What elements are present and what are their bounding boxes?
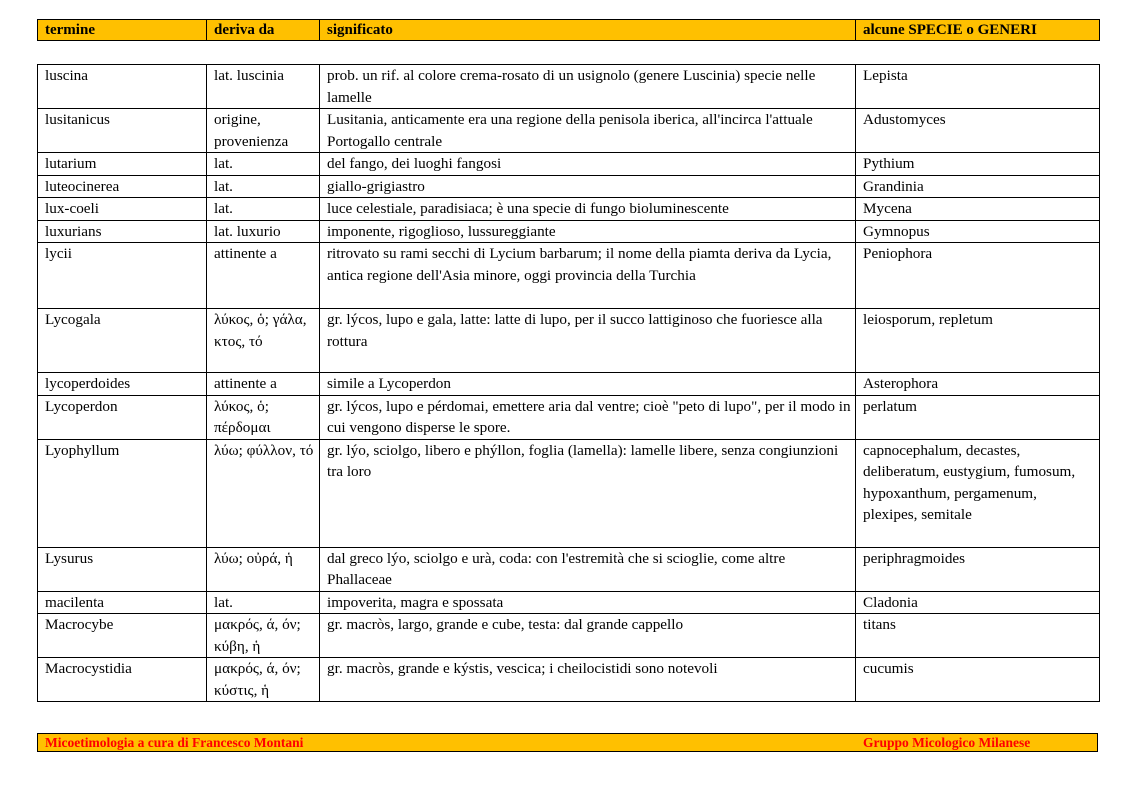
cell-specie: perlatum [856, 395, 1100, 439]
table-row [38, 439, 1100, 547]
cell-termine: Lycogala [38, 309, 207, 373]
cell-significato: dal greco lýo, sciolgo e urà, coda: con l'estremità che si scioglie, come altre Phallaceae [320, 547, 856, 591]
cell-significato: gr. macròs, grande e kýstis, vescica; i cheilocistidi sono notevoli [320, 658, 856, 702]
table-row [38, 243, 1100, 309]
cell-significato: del fango, dei luoghi fangosi [320, 153, 856, 176]
cell-significato: gr. lýcos, lupo e pérdomai, emettere aria dal ventre; cioè "peto di lupo", per il modo in cui vengono disperse le spore. [320, 395, 856, 439]
cell-specie: titans [856, 614, 1100, 658]
cell-termine: Macrocybe [38, 614, 207, 658]
cell-termine: Lycoperdon [38, 395, 207, 439]
header-row [38, 20, 1100, 41]
table-row [38, 220, 1100, 243]
cell-deriva-da: lat. [207, 591, 320, 614]
etymology-table [37, 64, 1100, 702]
cell-termine: macilenta [38, 591, 207, 614]
cell-termine: luteocinerea [38, 175, 207, 198]
cell-termine: lutarium [38, 153, 207, 176]
cell-significato: simile a Lycoperdon [320, 373, 856, 396]
header-termine: termine [38, 20, 207, 41]
cell-specie: periphragmoides [856, 547, 1100, 591]
cell-deriva-da: lat. [207, 198, 320, 221]
cell-specie: Lepista [856, 65, 1100, 109]
cell-termine: lux-coeli [38, 198, 207, 221]
cell-deriva-da: lat. luscinia [207, 65, 320, 109]
table-row [38, 198, 1100, 221]
cell-significato: gr. lýcos, lupo e gala, latte: latte di lupo, per il succo lattiginoso che fuoriesce alla rottura [320, 309, 856, 373]
cell-deriva-da: lat. luxurio [207, 220, 320, 243]
cell-deriva-da: μακρός, ά, όν; κύβη, ἡ [207, 614, 320, 658]
cell-specie: Peniophora [856, 243, 1100, 309]
cell-significato: giallo-grigiastro [320, 175, 856, 198]
table-row [38, 395, 1100, 439]
cell-termine: lycoperdoides [38, 373, 207, 396]
header-deriva-da: deriva da [207, 20, 320, 41]
cell-specie: Pythium [856, 153, 1100, 176]
cell-termine: lusitanicus [38, 109, 207, 153]
cell-significato: impoverita, magra e spossata [320, 591, 856, 614]
table-row [38, 373, 1100, 396]
cell-deriva-da: lat. [207, 175, 320, 198]
header-bar [37, 19, 1100, 41]
cell-specie: cucumis [856, 658, 1100, 702]
table-row [38, 65, 1100, 109]
table-row [38, 109, 1100, 153]
cell-termine: luscina [38, 65, 207, 109]
table-row [38, 547, 1100, 591]
cell-deriva-da: lat. [207, 153, 320, 176]
cell-specie: leiosporum, repletum [856, 309, 1100, 373]
cell-significato: prob. un rif. al colore crema-rosato di un usignolo (genere Luscinia) specie nelle lamelle [320, 65, 856, 109]
table-row [38, 175, 1100, 198]
cell-significato: luce celestiale, paradisiaca; è una specie di fungo bioluminescente [320, 198, 856, 221]
cell-significato: gr. lýo, sciolgo, libero e phýllon, foglia (lamella): lamelle libere, senza congiunzioni tra loro [320, 439, 856, 547]
cell-deriva-da: μακρός, ά, όν; κύστις, ἡ [207, 658, 320, 702]
cell-deriva-da: origine, provenienza [207, 109, 320, 153]
cell-termine: luxurians [38, 220, 207, 243]
cell-specie: capnocephalum, decastes, deliberatum, eustygium, fumosum, hypoxanthum, pergamenum, plexipes, semitale [856, 439, 1100, 547]
cell-specie: Cladonia [856, 591, 1100, 614]
cell-significato: gr. macròs, largo, grande e cube, testa: dal grande cappello [320, 614, 856, 658]
table-row [38, 658, 1100, 702]
cell-specie: Asterophora [856, 373, 1100, 396]
footer-author: Micoetimologia a cura di Francesco Montani [45, 735, 304, 750]
cell-termine: Lyophyllum [38, 439, 207, 547]
cell-specie: Adustomyces [856, 109, 1100, 153]
cell-significato: imponente, rigoglioso, lussureggiante [320, 220, 856, 243]
cell-specie: Grandinia [856, 175, 1100, 198]
header-specie: alcune SPECIE o GENERI [856, 20, 1100, 41]
cell-termine: Macrocystidia [38, 658, 207, 702]
cell-specie: Mycena [856, 198, 1100, 221]
footer-bar [37, 733, 1098, 752]
cell-deriva-da: λύω; οὐρά, ἡ [207, 547, 320, 591]
cell-deriva-da: attinente a [207, 373, 320, 396]
cell-significato: ritrovato su rami secchi di Lycium barbarum; il nome della piamta deriva da Lycia, antica regione dell'Asia minore, oggi provincia della Turchia [320, 243, 856, 309]
cell-deriva-da: attinente a [207, 243, 320, 309]
cell-termine: Lysurus [38, 547, 207, 591]
cell-deriva-da: λύω; φύλλον, τό [207, 439, 320, 547]
table-row [38, 591, 1100, 614]
cell-specie: Gymnopus [856, 220, 1100, 243]
footer-group: Gruppo Micologico Milanese [863, 735, 1031, 750]
header-significato: significato [320, 20, 856, 41]
cell-significato: Lusitania, anticamente era una regione della penisola iberica, all'incirca l'attuale Portogallo centrale [320, 109, 856, 153]
table-row [38, 153, 1100, 176]
cell-deriva-da: λύκος, ὁ; πέρδομαι [207, 395, 320, 439]
cell-deriva-da: λύκος, ὁ; γάλα, κτος, τό [207, 309, 320, 373]
cell-termine: lycii [38, 243, 207, 309]
table-row [38, 614, 1100, 658]
table-row [38, 309, 1100, 373]
